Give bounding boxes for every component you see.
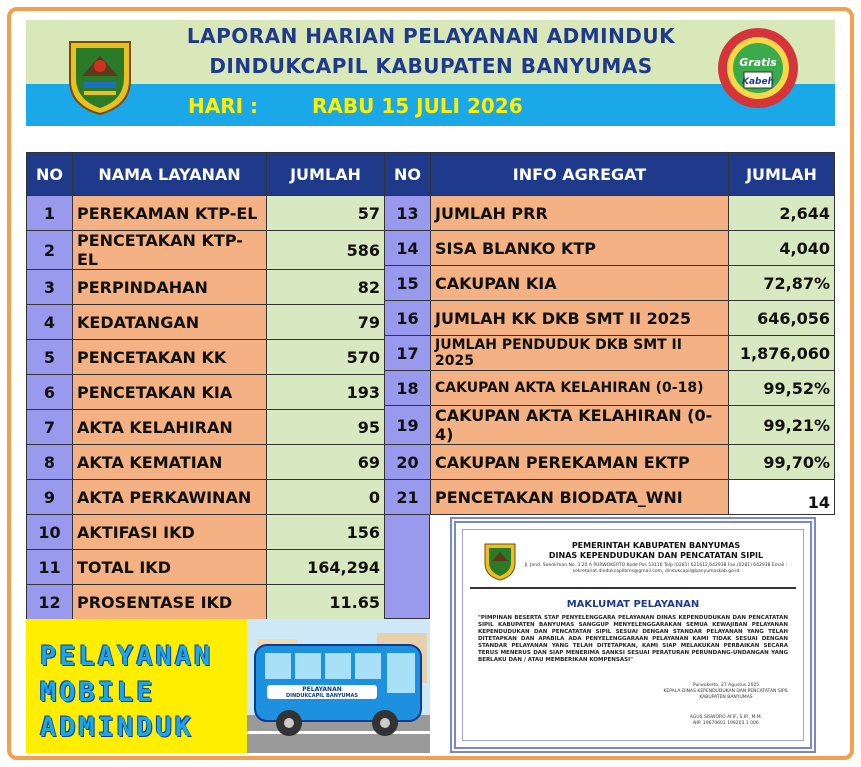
- column-header-service-name: NAMA LAYANAN: [73, 153, 267, 196]
- certificate-sign-nip: NIP. 19670601 199203 1 006: [693, 721, 759, 726]
- row-number: 2: [27, 231, 73, 270]
- certificate-sign-role: KEPALA DINAS KEPENDUDUKAN DAN PENCATATAN SIPIL KABUPATEN BANYUMAS: [663, 689, 789, 700]
- service-row: [27, 410, 385, 445]
- row-number: 17: [385, 336, 431, 371]
- certificate-org-line1: PEMERINTAH KABUPATEN BANYUMAS: [571, 541, 741, 550]
- mobile-banner-line1: PELAYANAN: [40, 641, 214, 672]
- row-number: 16: [385, 301, 431, 336]
- service-name: PENCETAKAN KIA: [73, 375, 267, 410]
- service-count: 164,294: [267, 550, 385, 585]
- service-count: 0: [267, 480, 385, 515]
- row-number: 10: [27, 515, 73, 550]
- day-label: HARI :: [188, 94, 259, 118]
- signature-space: [656, 701, 796, 715]
- row-number: 9: [27, 480, 73, 515]
- aggregate-row: [385, 371, 835, 406]
- column-header-count: JUMLAH: [267, 153, 385, 196]
- mobile-banner-line3: ADMINDUK: [40, 712, 195, 743]
- aggregate-name: CAKUPAN AKTA KELAHIRAN (0-18): [431, 371, 729, 406]
- row-number: 5: [27, 340, 73, 375]
- service-count: 11.65: [267, 585, 385, 620]
- row-number: 19: [385, 406, 431, 445]
- row-number: 21: [385, 480, 431, 515]
- service-count: 156: [267, 515, 385, 550]
- certificate-title: MAKLUMAT PELAYANAN: [566, 599, 700, 610]
- certificate-signature-block: [656, 683, 796, 727]
- row-number: 18: [385, 371, 431, 406]
- service-declaration-certificate: [450, 517, 816, 753]
- service-row: [27, 480, 385, 515]
- gratis-kabeh-badge: [716, 26, 800, 110]
- certificate-sign-date: Purwokerto, 27 Agustus 2025: [692, 683, 760, 688]
- service-name: KEDATANGAN: [73, 305, 267, 340]
- aggregate-row: [385, 480, 835, 515]
- aggregate-name: SISA BLANKO KTP: [431, 231, 729, 266]
- aggregate-name: CAKUPAN KIA: [431, 266, 729, 301]
- aggregate-row: [385, 336, 835, 371]
- service-name: AKTA KELAHIRAN: [73, 410, 267, 445]
- row-number: 6: [27, 375, 73, 410]
- aggregate-count: 99,21%: [729, 406, 835, 445]
- aggregate-row: [385, 196, 835, 231]
- service-name: PROSENTASE IKD: [73, 585, 267, 620]
- mobile-service-banner: [26, 619, 247, 753]
- service-row: [27, 515, 385, 550]
- report-title-line2: DINDUKCAPIL KABUPATEN BANYUMAS: [209, 54, 653, 78]
- column-header-no: NO: [27, 153, 73, 196]
- aggregate-row: [385, 266, 835, 301]
- row-number: 20: [385, 445, 431, 480]
- no-column-filler: [384, 515, 430, 619]
- service-row: [27, 375, 385, 410]
- row-number: 12: [27, 585, 73, 620]
- aggregate-table-header-row: [385, 153, 835, 196]
- column-header-no: NO: [385, 153, 431, 196]
- day-value: RABU 15 JULI 2026: [312, 94, 523, 118]
- service-name: AKTA PERKAWINAN: [73, 480, 267, 515]
- row-number: 11: [27, 550, 73, 585]
- service-name: TOTAL IKD: [73, 550, 267, 585]
- service-count: 79: [267, 305, 385, 340]
- service-name: PENCETAKAN KTP-EL: [73, 231, 267, 270]
- aggregate-count: 72,87%: [729, 266, 835, 301]
- service-count: 82: [267, 270, 385, 305]
- certificate-divider: [470, 587, 796, 589]
- row-number: 13: [385, 196, 431, 231]
- aggregate-count: 99,70%: [729, 445, 835, 480]
- aggregate-count: 2,644: [729, 196, 835, 231]
- service-row: [27, 231, 385, 270]
- service-name: AKTIFASI IKD: [73, 515, 267, 550]
- service-count: 57: [267, 196, 385, 231]
- aggregate-row: [385, 231, 835, 266]
- service-count: 570: [267, 340, 385, 375]
- row-number: 3: [27, 270, 73, 305]
- banyumas-crest-logo: [64, 36, 136, 116]
- service-count: 95: [267, 410, 385, 445]
- service-row: [27, 445, 385, 480]
- report-header: [26, 20, 835, 126]
- service-count: 193: [267, 375, 385, 410]
- mobile-banner-line2: MOBILE: [40, 677, 156, 708]
- aggregate-name: JUMLAH PRR: [431, 196, 729, 231]
- aggregate-info-table: [384, 152, 835, 515]
- certificate-org-line2: DINAS KEPENDUDUKAN DAN PENCATATAN SIPIL: [548, 551, 764, 560]
- aggregate-row: [385, 301, 835, 336]
- badge-gratis-text: Gratis: [739, 56, 777, 69]
- column-header-aggregate-info: INFO AGREGAT: [431, 153, 729, 196]
- aggregate-count: 646,056: [729, 301, 835, 336]
- aggregate-name: PENCETAKAN BIODATA_WNI: [431, 480, 729, 515]
- row-number: 1: [27, 196, 73, 231]
- report-title-line1: LAPORAN HARIAN PELAYANAN ADMINDUK: [186, 24, 676, 48]
- certificate-address: Jl. Jend. Soedirman No. 3 20 A PURWOKERTO Kode Pos 53116 Telp (0281) 621612,642938 Fax.(0281) 642938 Email : sekretariat.dindukcapilbms@gmail.com, dindukcapil@banyumaskab.go.id: [524, 563, 788, 574]
- aggregate-count: 14: [729, 480, 835, 515]
- service-row: [27, 270, 385, 305]
- row-number: 8: [27, 445, 73, 480]
- column-header-count: JUMLAH: [729, 153, 835, 196]
- service-count: 69: [267, 445, 385, 480]
- service-row: [27, 550, 385, 585]
- bus-sign-line1: PELAYANAN: [302, 686, 342, 693]
- service-row: [27, 305, 385, 340]
- row-number: 15: [385, 266, 431, 301]
- row-number: 4: [27, 305, 73, 340]
- service-row: [27, 585, 385, 620]
- aggregate-row: [385, 445, 835, 480]
- service-name: PEREKAMAN KTP-EL: [73, 196, 267, 231]
- service-name: AKTA KEMATIAN: [73, 445, 267, 480]
- services-table: [26, 152, 385, 620]
- aggregate-name: JUMLAH KK DKB SMT II 2025: [431, 301, 729, 336]
- certificate-crest-logo: [482, 541, 518, 581]
- service-row: [27, 196, 385, 231]
- bus-sign-line2: DINDUKCAPIL BANYUMAS: [285, 693, 359, 699]
- aggregate-name: CAKUPAN AKTA KELAHIRAN (0-4): [431, 406, 729, 445]
- bus-icon: [247, 619, 430, 753]
- row-number: 14: [385, 231, 431, 266]
- aggregate-count: 1,876,060: [729, 336, 835, 371]
- aggregate-name: JUMLAH PENDUDUK DKB SMT II 2025: [431, 336, 729, 371]
- service-name: PENCETAKAN KK: [73, 340, 267, 375]
- row-number: 7: [27, 410, 73, 445]
- aggregate-name: CAKUPAN PEREKAMAN EKTP: [431, 445, 729, 480]
- certificate-sign-name: AGUS SISWORO AFIF, S.IP., M.M.: [689, 715, 763, 720]
- certificate-body-text: "PIMPINAN BESERTA STAF PENYELENGGARA PELAYANAN DINAS KEPENDUDUKAN DAN PENCATATAN SIPIL KABUPATEN BANYUMAS SANGGUP MENYELENGGARAKAN SEMUA KEWAJIBAN PELAYANAN KEPENDUDUKAN DAN PENCATATAN SIPIL SESUAI DENGAN STANDAR PELAYANAN YANG TELAH DITETAPKAN DAN APABILA ADA PENYELENGGARAAN PELAYANAN KAMI TIDAK SESUAI DENGAN STANDAR PELAYANAN YANG TELAH DITETAPKAN, KAMI SIAP MELAKUKAN PERBAIKAN SECARA TERUS MENERUS DAN SIAP MENERIMA SANKSI SESUAI PERATURAN PERUNDANG-UNDANGAN YANG BERLAKU DAN / ATAU MEMBERIKAN KOMPENSASI": [478, 615, 788, 663]
- service-name: PERPINDAHAN: [73, 270, 267, 305]
- service-row: [27, 340, 385, 375]
- aggregate-count: 99,52%: [729, 371, 835, 406]
- aggregate-row: [385, 406, 835, 445]
- badge-kabeh-text: Kabeh: [741, 77, 775, 87]
- aggregate-count: 4,040: [729, 231, 835, 266]
- mobile-bus-illustration: [247, 619, 430, 753]
- service-count: 586: [267, 231, 385, 270]
- services-table-header-row: [27, 153, 385, 196]
